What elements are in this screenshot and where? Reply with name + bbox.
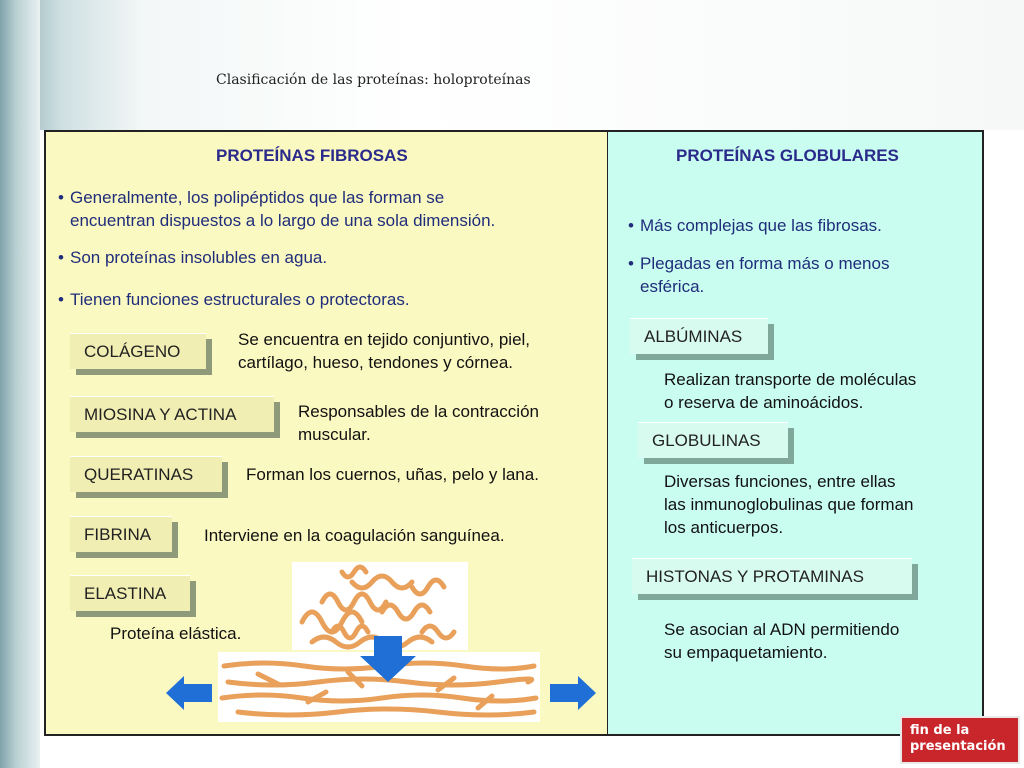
globulinas-desc-line3: los anticuerpos. [664,518,784,537]
fibrosas-bullet-1-line1: Generalmente, los polipéptidos que las forman se [70,188,445,207]
fibrosas-bullet-1-line2: encuentran dispuestos a lo largo de una sola dimensión. [70,211,496,230]
queratinas-tag[interactable]: QUERATINAS [70,456,222,492]
fibrosas-bullet-3: • Tienen funciones estructurales o protectoras. [58,290,410,309]
fibrosas-bullet-3-line1: Tienen funciones estructurales o protectoras. [70,290,410,309]
albuminas-desc-line1: Realizan transporte de moléculas [664,370,917,389]
colageno-desc [238,328,530,374]
globulares-bullet-2-line1: Plegadas en forma más o menos [640,254,890,273]
fin-button-line2: presentación [910,739,1006,754]
globulinas-desc-line2: las inmunoglobulinas que forman [664,495,914,514]
globulares-bullet-2-line2: esférica. [640,277,705,296]
background-left-strip [0,0,40,768]
fibrosas-bullet-2: • Son proteínas insolubles en agua. [58,248,328,267]
globulares-bullet-1: • Más complejas que las fibrosas. [628,216,882,235]
colageno-desc-line2: cartílago, hueso, tendones y córnea. [238,353,514,372]
histonas-protaminas-desc-line2: su empaquetamiento. [664,643,828,662]
queratinas-desc [246,463,539,486]
miosina-actina-desc-line2: muscular. [298,425,371,444]
albuminas-tag[interactable]: ALBÚMINAS [630,318,768,354]
colageno-tag[interactable]: COLÁGENO [70,333,206,369]
histonas-protaminas-desc [664,618,899,664]
elastina-tag[interactable]: ELASTINA [70,575,190,611]
globulares-heading: PROTEÍNAS GLOBULARES [676,146,899,165]
miosina-actina-tag[interactable]: MIOSINA Y ACTINA [70,396,274,432]
fin-button-line1: fin de la [910,723,970,738]
background-band [0,0,1024,130]
right-arrow-icon[interactable] [550,676,596,710]
elastina-desc [110,622,241,645]
globulinas-desc-line1: Diversas funciones, entre ellas [664,472,896,491]
fibrosas-heading: PROTEÍNAS FIBROSAS [216,146,408,165]
globulares-bullet-2: • Plegadas en forma más o menos esférica. [628,252,968,298]
fibrina-desc-line1: Interviene en la coagulación sanguínea. [204,526,505,545]
histonas-protaminas-desc-line1: Se asocian al ADN permitiendo [664,620,900,639]
down-arrow-icon [360,636,416,682]
fin-presentacion-button[interactable] [900,716,1020,764]
fibrina-desc [204,524,505,547]
albuminas-desc-line2: o reserva de aminoácidos. [664,393,864,412]
queratinas-desc-line1: Forman los cuernos, uñas, pelo y lana. [246,465,539,484]
albuminas-desc [664,368,916,414]
left-arrow-icon[interactable] [166,676,212,710]
globulares-bullet-1-line1: Más complejas que las fibrosas. [640,216,882,235]
miosina-actina-desc [298,400,539,446]
histonas-protaminas-tag[interactable]: HISTONAS Y PROTAMINAS [632,558,912,594]
colageno-desc-line1: Se encuentra en tejido conjuntivo, piel, [238,330,531,349]
slide-title: Clasificación de las proteínas: holoproteínas [216,72,531,88]
fibrina-tag[interactable]: FIBRINA [70,516,172,552]
elastina-desc-line1: Proteína elástica. [110,624,242,643]
miosina-actina-desc-line1: Responsables de la contracción [298,402,539,421]
fibrosas-bullet-2-line1: Son proteínas insolubles en agua. [70,248,328,267]
fibrosas-bullet-1: • Generalmente, los polipéptidos que las forman se encuentran dispuestos a lo largo de una sola dimensión. [58,186,598,232]
globulinas-tag[interactable]: GLOBULINAS [638,422,788,458]
globulinas-desc [664,470,914,539]
